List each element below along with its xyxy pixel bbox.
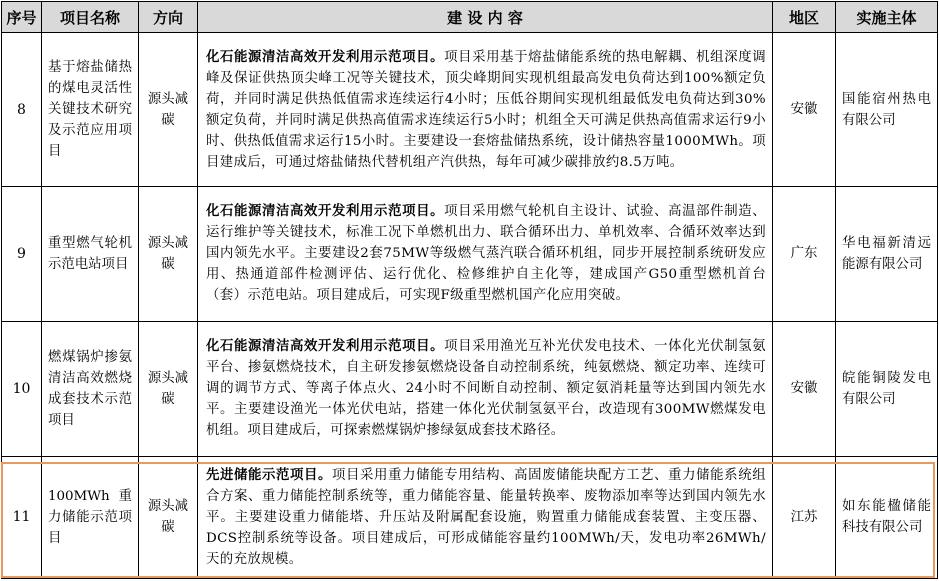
row-project-name: 燃煤锅炉掺氨清洁高效燃烧成套技术示范项目 <box>42 321 139 456</box>
row-idx: 8 <box>2 33 42 187</box>
row-organization: 皖能铜陵发电有限公司 <box>836 321 938 456</box>
row-content <box>198 321 773 456</box>
table-row-highlighted <box>2 456 938 578</box>
table-row <box>2 33 938 187</box>
row-project-name: 基于熔盐储热的煤电灵活性关键技术研究及示范应用项目 <box>42 33 139 187</box>
row-content <box>198 456 773 578</box>
row-content-category: 先进储能示范项目。 <box>206 466 333 483</box>
row-direction: 源头减碳 <box>139 456 198 578</box>
row-project-name: 重型燃气轮机示范电站项目 <box>42 187 139 321</box>
header-content: 建 设 内 容 <box>198 2 773 33</box>
row-content-category: 化石能源清洁高效开发利用示范项目。 <box>206 338 445 355</box>
project-table <box>1 1 938 579</box>
row-content-text: 项目采用燃气轮机自主设计、试验、高温部件制造、运行维护等关键技术，标准工况下单燃机出力、联合循环出力、单机效率、合循环效率达到国内领先水平。主要建设2套75MW等级燃气蒸汽联合循环机组，同步开展控制系统研发应用、热通道部件检测评估、运行优化、检修维护自主化等，建成国产G50重型燃机首台（套）示范电站。项目建成后，可实现F级重型燃机国产化应用突破。 <box>206 204 766 304</box>
row-idx: 10 <box>2 321 42 456</box>
header-region: 地区 <box>773 2 836 33</box>
row-project-name: 100MWh 重力储能示范项目 <box>42 456 139 578</box>
row-organization: 华电福新清远能源有限公司 <box>836 187 938 321</box>
header-name: 项目名称 <box>42 2 139 33</box>
row-region: 安徽 <box>773 33 836 187</box>
row-region: 江苏 <box>773 456 836 578</box>
row-content <box>198 33 773 187</box>
row-content-category: 化石能源清洁高效开发利用示范项目。 <box>206 48 445 65</box>
table-row <box>2 187 938 321</box>
row-idx: 11 <box>2 456 42 578</box>
row-content-text: 项目采用重力储能专用结构、高固废储能块配方工艺、重力储能系统组合方案、重力储能控制系统等，重力储能容量、能量转换率、废物添加率等达到国内领先水平。主要建设重力储能塔、升压站及附属配套设施，购置重力储能成套装置、主变压器、DCS控制系统等设备。项目建成后，可形成储能容量约100MWh/天，发电功率26MWh/天的充放规模。 <box>206 467 766 567</box>
row-idx: 9 <box>2 187 42 321</box>
row-content-text: 项目采用渔光互补光伏发电技术、一体化光伏制氢氨平台、掺氨燃烧技术，自主研发掺氨燃烧设备自动控制系统，纯氨燃烧、额定功率、连续可调的调节方式、等离子体点火、24小时不间断自动控制、额定氨消耗量等达到国内领先水平。主要建设渔光一体光伏电站，搭建一体化光伏制氢氨平台，改造现有300MW燃煤发电机组。项目建成后，可探索燃煤锅炉掺绿氨成套技术路径。 <box>206 339 766 439</box>
row-content-text: 项目采用基于熔盐储能系统的热电解耦、机组深度调峰及保证供热顶尖峰工况等关键技术，顶尖峰期间实现机组最高发电负荷达到100%额定负荷，并同时满足供热低值需求连续运行4小时；压低谷期间实现机组最低发电负荷达到30%额定负荷，并同时满足供热高值需求连续运行5小时；机组全天可满足供热高值需求运行9小时、供热低值需求运行15小时。主要建设一套熔盐储热系统，设计储热容量1000MWh。项目建成后，可通过熔盐储热代替机组产汽供热，每年可减少碳排放约8.5万吨。 <box>206 49 766 170</box>
table-row <box>2 321 938 456</box>
row-region: 安徽 <box>773 321 836 456</box>
row-direction: 源头减碳 <box>139 33 198 187</box>
row-organization: 国能宿州热电有限公司 <box>836 33 938 187</box>
header-idx: 序号 <box>2 2 42 33</box>
header-dir: 方向 <box>139 2 198 33</box>
row-direction: 源头减碳 <box>139 321 198 456</box>
row-direction: 源头减碳 <box>139 187 198 321</box>
row-content <box>198 187 773 321</box>
row-organization: 如东能楹储能科技有限公司 <box>836 456 938 578</box>
header-row <box>2 2 938 33</box>
row-region: 广东 <box>773 187 836 321</box>
row-content-category: 化石能源清洁高效开发利用示范项目。 <box>206 203 445 220</box>
header-org: 实施主体 <box>836 2 938 33</box>
